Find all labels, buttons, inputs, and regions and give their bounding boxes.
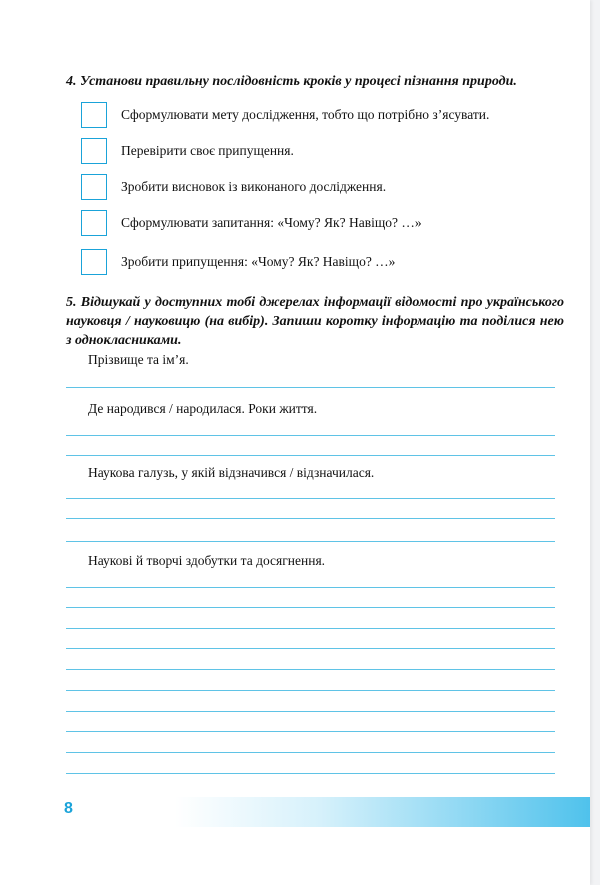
step-1-checkbox[interactable] <box>81 102 107 128</box>
step-4-label: Сформулювати запитання: «Чому? Як? Навіщо? …» <box>121 215 422 230</box>
step-4-checkbox[interactable] <box>81 210 107 236</box>
step-4 <box>81 209 422 237</box>
step-3-checkbox[interactable] <box>81 174 107 200</box>
answer-line[interactable] <box>66 387 555 388</box>
answer-line[interactable] <box>66 669 555 670</box>
step-1 <box>81 101 489 129</box>
page-number: 8 <box>64 800 73 817</box>
field-achievements-label: Наукові й творчі здобутки та досягнення. <box>88 553 326 568</box>
answer-line[interactable] <box>66 690 555 691</box>
answer-line[interactable] <box>66 587 555 588</box>
answer-line[interactable] <box>66 628 555 629</box>
field-science-area-label: Наукова галузь, у якій відзначився / відзначилася. <box>88 465 375 480</box>
answer-line[interactable] <box>66 455 555 456</box>
step-3-label: Зробити висновок із виконаного дослідження. <box>121 179 387 194</box>
footer-gradient-band <box>175 797 590 827</box>
answer-line[interactable] <box>66 752 555 753</box>
answer-line[interactable] <box>66 731 555 732</box>
step-5 <box>81 248 395 276</box>
step-5-checkbox[interactable] <box>81 249 107 275</box>
answer-line[interactable] <box>66 773 555 774</box>
answer-line[interactable] <box>66 435 555 436</box>
field-birthplace-label: Де народився / народилася. Роки життя. <box>88 401 318 416</box>
step-2 <box>81 137 294 165</box>
answer-line[interactable] <box>66 498 555 499</box>
step-3 <box>81 173 386 201</box>
step-2-checkbox[interactable] <box>81 138 107 164</box>
answer-line[interactable] <box>66 518 555 519</box>
field-name-label: Прізвище та ім’я. <box>88 352 189 367</box>
step-5-label: Зробити припущення: «Чому? Як? Навіщо? …» <box>121 254 396 269</box>
task-5-title: 5. Відшукай у доступних тобі джерелах інформації відомості про українського науковця / науковицю (на вибір). Запиши коротку інформацію та поділися нею з однокласниками. <box>66 295 564 348</box>
step-2-label: Перевірити своє припущення. <box>121 143 294 158</box>
answer-line[interactable] <box>66 711 555 712</box>
answer-line[interactable] <box>66 541 555 542</box>
answer-line[interactable] <box>66 607 555 608</box>
answer-line[interactable] <box>66 648 555 649</box>
task-4-title: 4. Установи правильну послідовність кроків у процесі пізнання природи. <box>66 74 517 89</box>
step-1-label: Сформулювати мету дослідження, тобто що потрібно з’ясувати. <box>121 107 490 122</box>
